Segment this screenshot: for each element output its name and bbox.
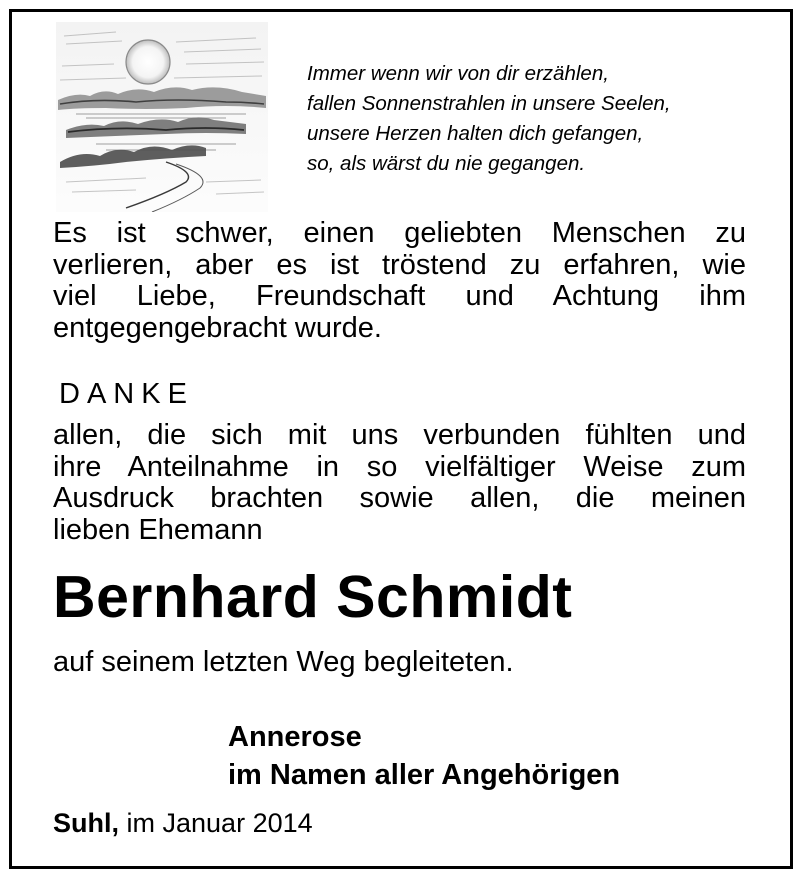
poem-line: fallen Sonnenstrahlen in unsere Seelen,: [307, 92, 671, 115]
closing-line: auf seinem letzten Weg begleiteten.: [53, 646, 514, 678]
thanks-line: ihre Anteilnahme in so vielfältiger Weise zum: [53, 450, 746, 483]
sun-shape: [126, 40, 170, 84]
intro-line: entgegengebracht wurde.: [53, 311, 382, 344]
poem-line: Immer wenn wir von dir erzählen,: [307, 62, 609, 85]
poem-line: so, als wärst du nie gegangen.: [307, 152, 586, 175]
thanks-line: Ausdruck brachten sowie allen, die meinen: [53, 482, 746, 514]
poem-line: unsere Herzen halten dich gefangen,: [307, 122, 644, 145]
place-and-date: [53, 806, 313, 840]
intro-paragraph: [53, 218, 746, 344]
signer-on-behalf: im Namen aller Angehörigen: [228, 759, 621, 791]
thanks-line: lieben Ehemann: [53, 513, 263, 546]
thanks-heading: DANKE: [59, 378, 194, 410]
signers-block: [228, 718, 620, 794]
signer-name: Annerose: [228, 721, 362, 753]
thanks-line: allen, die sich mit uns verbunden fühlten und: [53, 419, 746, 451]
thanks-paragraph: [53, 420, 746, 546]
memorial-poem: [307, 59, 777, 179]
sun-over-mountains-illustration: [56, 22, 268, 212]
deceased-name: Bernhard Schmidt: [53, 564, 573, 630]
place-city: Suhl,: [53, 808, 119, 838]
intro-line: viel Liebe, Freundschaft und Achtung ihm: [53, 280, 746, 312]
intro-line: verlieren, aber es ist tröstend zu erfahren, wie: [53, 248, 746, 281]
intro-line: Es ist schwer, einen geliebten Menschen zu: [53, 217, 746, 249]
place-date: im Januar 2014: [126, 808, 313, 838]
